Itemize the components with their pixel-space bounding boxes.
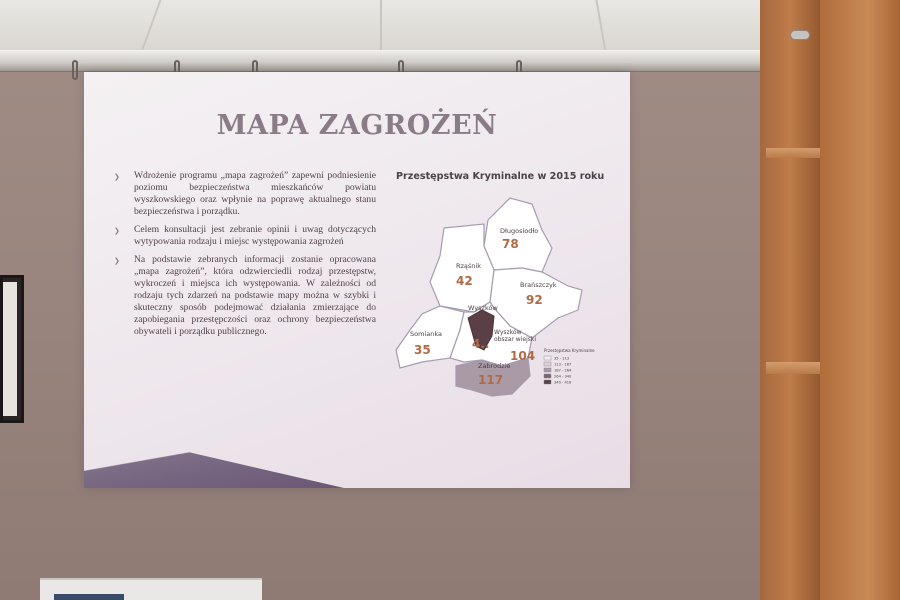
bullet-icon: ❯ [114, 227, 120, 235]
region-label: Somianka [410, 330, 442, 338]
region-label: Wyszków obszar wiejski [494, 329, 537, 343]
slide-title: MAPA ZAGROŻEŃ [216, 110, 498, 141]
region-label: Zabrodzie [478, 362, 511, 370]
district-map [382, 190, 622, 410]
bullet-icon: ❯ [114, 257, 120, 265]
shelf-knob [790, 30, 810, 40]
screen-hook [72, 60, 78, 80]
shelf-side-panel [760, 0, 820, 600]
bullet-list [114, 170, 376, 344]
bullet-icon: ❯ [114, 173, 120, 181]
projected-slide [84, 72, 630, 488]
region-value: 104 [510, 349, 536, 363]
region-value: 92 [526, 293, 543, 307]
region-value: 35 [414, 343, 431, 357]
foreground-object [40, 578, 262, 600]
region-label: Długosiodło [500, 227, 539, 235]
region-value: 78 [502, 237, 519, 251]
region-value: 42 [456, 274, 473, 288]
region-label: Wyszków [468, 304, 498, 312]
legend-item: 187 - 264 [554, 368, 572, 373]
shelf-board [766, 362, 820, 374]
legend-item: 35 - 113 [554, 356, 570, 361]
region-value: 4.. [472, 337, 490, 351]
bullet-text: Celem konsultacji jest zebranie opinii i uwag dotyczących wytypowania rodzaju i miejsc występowania zagrożeń [134, 224, 376, 247]
shelf-side-panel [820, 0, 900, 600]
legend-item: 264 - 340 [554, 374, 572, 379]
projector-screen-rail [0, 50, 760, 72]
list-item [114, 170, 376, 218]
bullet-text: Wdrożenie programu „mapa zagrożeń” zapewni podniesienie poziomu bezpieczeństwa mieszkańców powiatu wyszkowskiego oraz wpłynie na poprawę aktualnego stanu bezpieczeństwa i porządku. [134, 170, 376, 217]
region-label: Rząśnik [456, 262, 481, 270]
shelf-board [766, 148, 820, 158]
legend-item: 113 - 187 [554, 362, 572, 367]
list-item [114, 254, 376, 338]
list-item [114, 224, 376, 248]
map-title: Przestępstwa Kryminalne w 2015 roku [396, 171, 605, 182]
bullet-text: Na podstawie zebranych informacji zostanie opracowana „mapa zagrożeń”, która odzwierciedli rodzaj przestępstw, wykroczeń i miejsca ich występowania. W zależności od rodzaju tych zdarzeń na podstawie mapy można w szybki i skuteczny sposób podejmować działania zmierzające do zapobiegania przestępczości oraz ochrony bezpieczeństwa obywateli i porządku publicznego. [134, 254, 376, 337]
legend-title: Przestępstwa Kryminalne [544, 348, 595, 353]
region-dlugosiodlo [484, 198, 552, 272]
legend-item: 340 - 416 [554, 380, 572, 385]
map-legend [544, 348, 595, 385]
slide-decoration [84, 428, 344, 488]
region-value: 117 [478, 373, 504, 387]
ceiling [0, 0, 760, 52]
wall-picture-frame [0, 275, 24, 423]
region-label: Brańszczyk [520, 281, 557, 289]
